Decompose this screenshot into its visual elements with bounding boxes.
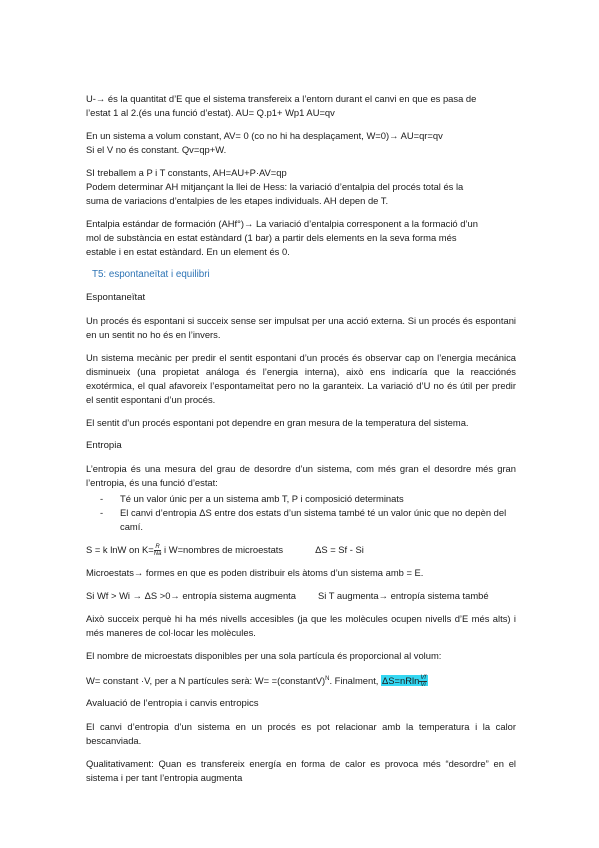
boltzmann-formula-row [86, 543, 516, 557]
highlighted-formula-text: ΔS=nRln [382, 675, 420, 687]
entropy-properties-list [86, 492, 516, 534]
paragraph-enthalpy-hess [86, 166, 516, 208]
paragraph-spontaneous-definition: Un procés és espontani si succeix sense ser impulsat per una acció externa. Si un procés és espontani en un sentit no ho és en l’invers. [86, 315, 516, 340]
paragraph-internal-energy [86, 92, 516, 120]
list-item-text: Té un valor únic per a un sistema amb T, P i composició determinats [120, 493, 404, 504]
entropy-change-formula: ΔS = Sf - Si [315, 544, 364, 555]
fraction-vf-over-vi [419, 675, 427, 688]
condition-temperature: Si T augmenta→ entropía sistema també [318, 590, 489, 602]
paragraph-entropy-heat: El canvi d’entropia d’un sistema en un procés es pot relacionar amb la temperatura i la calor bescanviada. [86, 721, 516, 747]
text-line: l’estat 1 al 2.(és una funció d’estat). AU= Q.p1+ Wp1 AU=qv [86, 107, 335, 118]
microstates-definition: i W=nombres de microestats [161, 544, 284, 555]
paragraph-volume-proportional: El nombre de microestats disponibles per una sola partícula és proporcional al volum: [86, 650, 442, 662]
text-line: SI treballem a P i T constants, AH=AU+P·AV=qp [86, 167, 287, 178]
paragraph-temperature-dependence: El sentit d’un procés espontani pot dependre en gran mesura de la temperatura del sistema. [86, 417, 469, 428]
fraction-numerator: Vf [420, 675, 426, 682]
list-item [86, 492, 516, 506]
dash-bullet: - [100, 507, 104, 518]
dash-bullet: - [100, 493, 104, 504]
paragraph-mechanical-system: Un sistema mecànic per predir el sentit espontani d’un procés és observar cap on l’energia mecánica disminueix (una propietat análoga és l’energia interna), això ens indicaría que la reacciónés exotérmica, el qual afavoreix l’espontameïtat pero no la garanteix. La variació d’U no és útil per predir el sentit espontani d’un procés. [86, 352, 516, 405]
volume-formula-row [86, 672, 516, 688]
text-line: Podem determinar AH mitjançant la llei de Hess: la variació d’entalpia del procés total és la [86, 181, 464, 192]
text-line: Entalpia estándar de formación (AHf°)→ La variació d’entalpia corresponent a la formació d’un [86, 218, 478, 229]
paragraph-standard-enthalpy [86, 217, 516, 259]
finally-text: . Finalment, [329, 675, 382, 687]
document-body [86, 92, 516, 794]
exponent: N [325, 676, 330, 683]
heading-espontaneitat: Espontaneïtat [86, 292, 146, 303]
text-line: En un sistema a volum constant, AV= 0 (co no hi ha desplaçament, W=0)→ AU=qr=qv [86, 130, 443, 141]
entropy-conditions-row [86, 589, 516, 603]
list-item-text: El canvi d’entropia ΔS entre dos estats d’un sistema també té un valor únic que no depèn del camí. [120, 507, 507, 532]
highlighted-entropy-formula [381, 675, 428, 689]
heading-entropy-evaluation: Avaluació de l’entropia i canvis entropics [86, 698, 259, 710]
paragraph-microstates: Microestats→ formes en que es poden distribuir els àtoms d’un sistema amb = E. [86, 567, 424, 579]
text-line: mol de substància en estat estàndard (1 bar) a partir dels elements en la seva forma més [86, 232, 457, 243]
text-line: Si el V no és constant. Qv=qp+W. [86, 144, 227, 155]
text-line: suma de variacions d’entalpies de les etapes individuals. AH depen de T. [86, 195, 389, 206]
heading-entropia: Entropia [86, 440, 122, 451]
paragraph-qualitative: Qualitativament: Quan es transfereix energía en forma de calor es provoca més “desordre” en el sistema i per tant l’entropia augmenta [86, 758, 516, 784]
fraction-denominator: Vi [420, 682, 426, 689]
microstates-volume-formula: W= constant ·V, per a N partícules serà: W= =(constantV) [86, 675, 326, 687]
paragraph-accessible-levels: Això succeix perquè hi ha més nivells accesibles (ja que les molècules ocupen nivells d’E més alts) i més maneres de col·locar les molècules. [86, 613, 516, 639]
list-item [86, 506, 516, 534]
fraction-denominator: Na [153, 551, 162, 558]
paragraph-entropy-definition: L’entropia és una mesura del grau de desordre d’un sistema, com més gran el desordre més gran l’entropia, és una funció d’estat: [86, 463, 516, 488]
paragraph-constant-volume [86, 129, 516, 157]
boltzmann-formula: S = k lnW on K= [86, 544, 154, 555]
text-line: estable i en estat estàndard. En un element és 0. [86, 246, 290, 257]
text-line: U-→ és la quantitat d’E que el sistema transfereix a l’entorn durant el canvi en que es pasa de [86, 93, 477, 104]
fraction-numerator: R [155, 544, 160, 551]
condition-microstates: Si Wf > Wi → ΔS >0→ entropía sistema augmenta [86, 590, 296, 602]
section-title: T5: espontaneïtat i equilibri [92, 269, 210, 280]
